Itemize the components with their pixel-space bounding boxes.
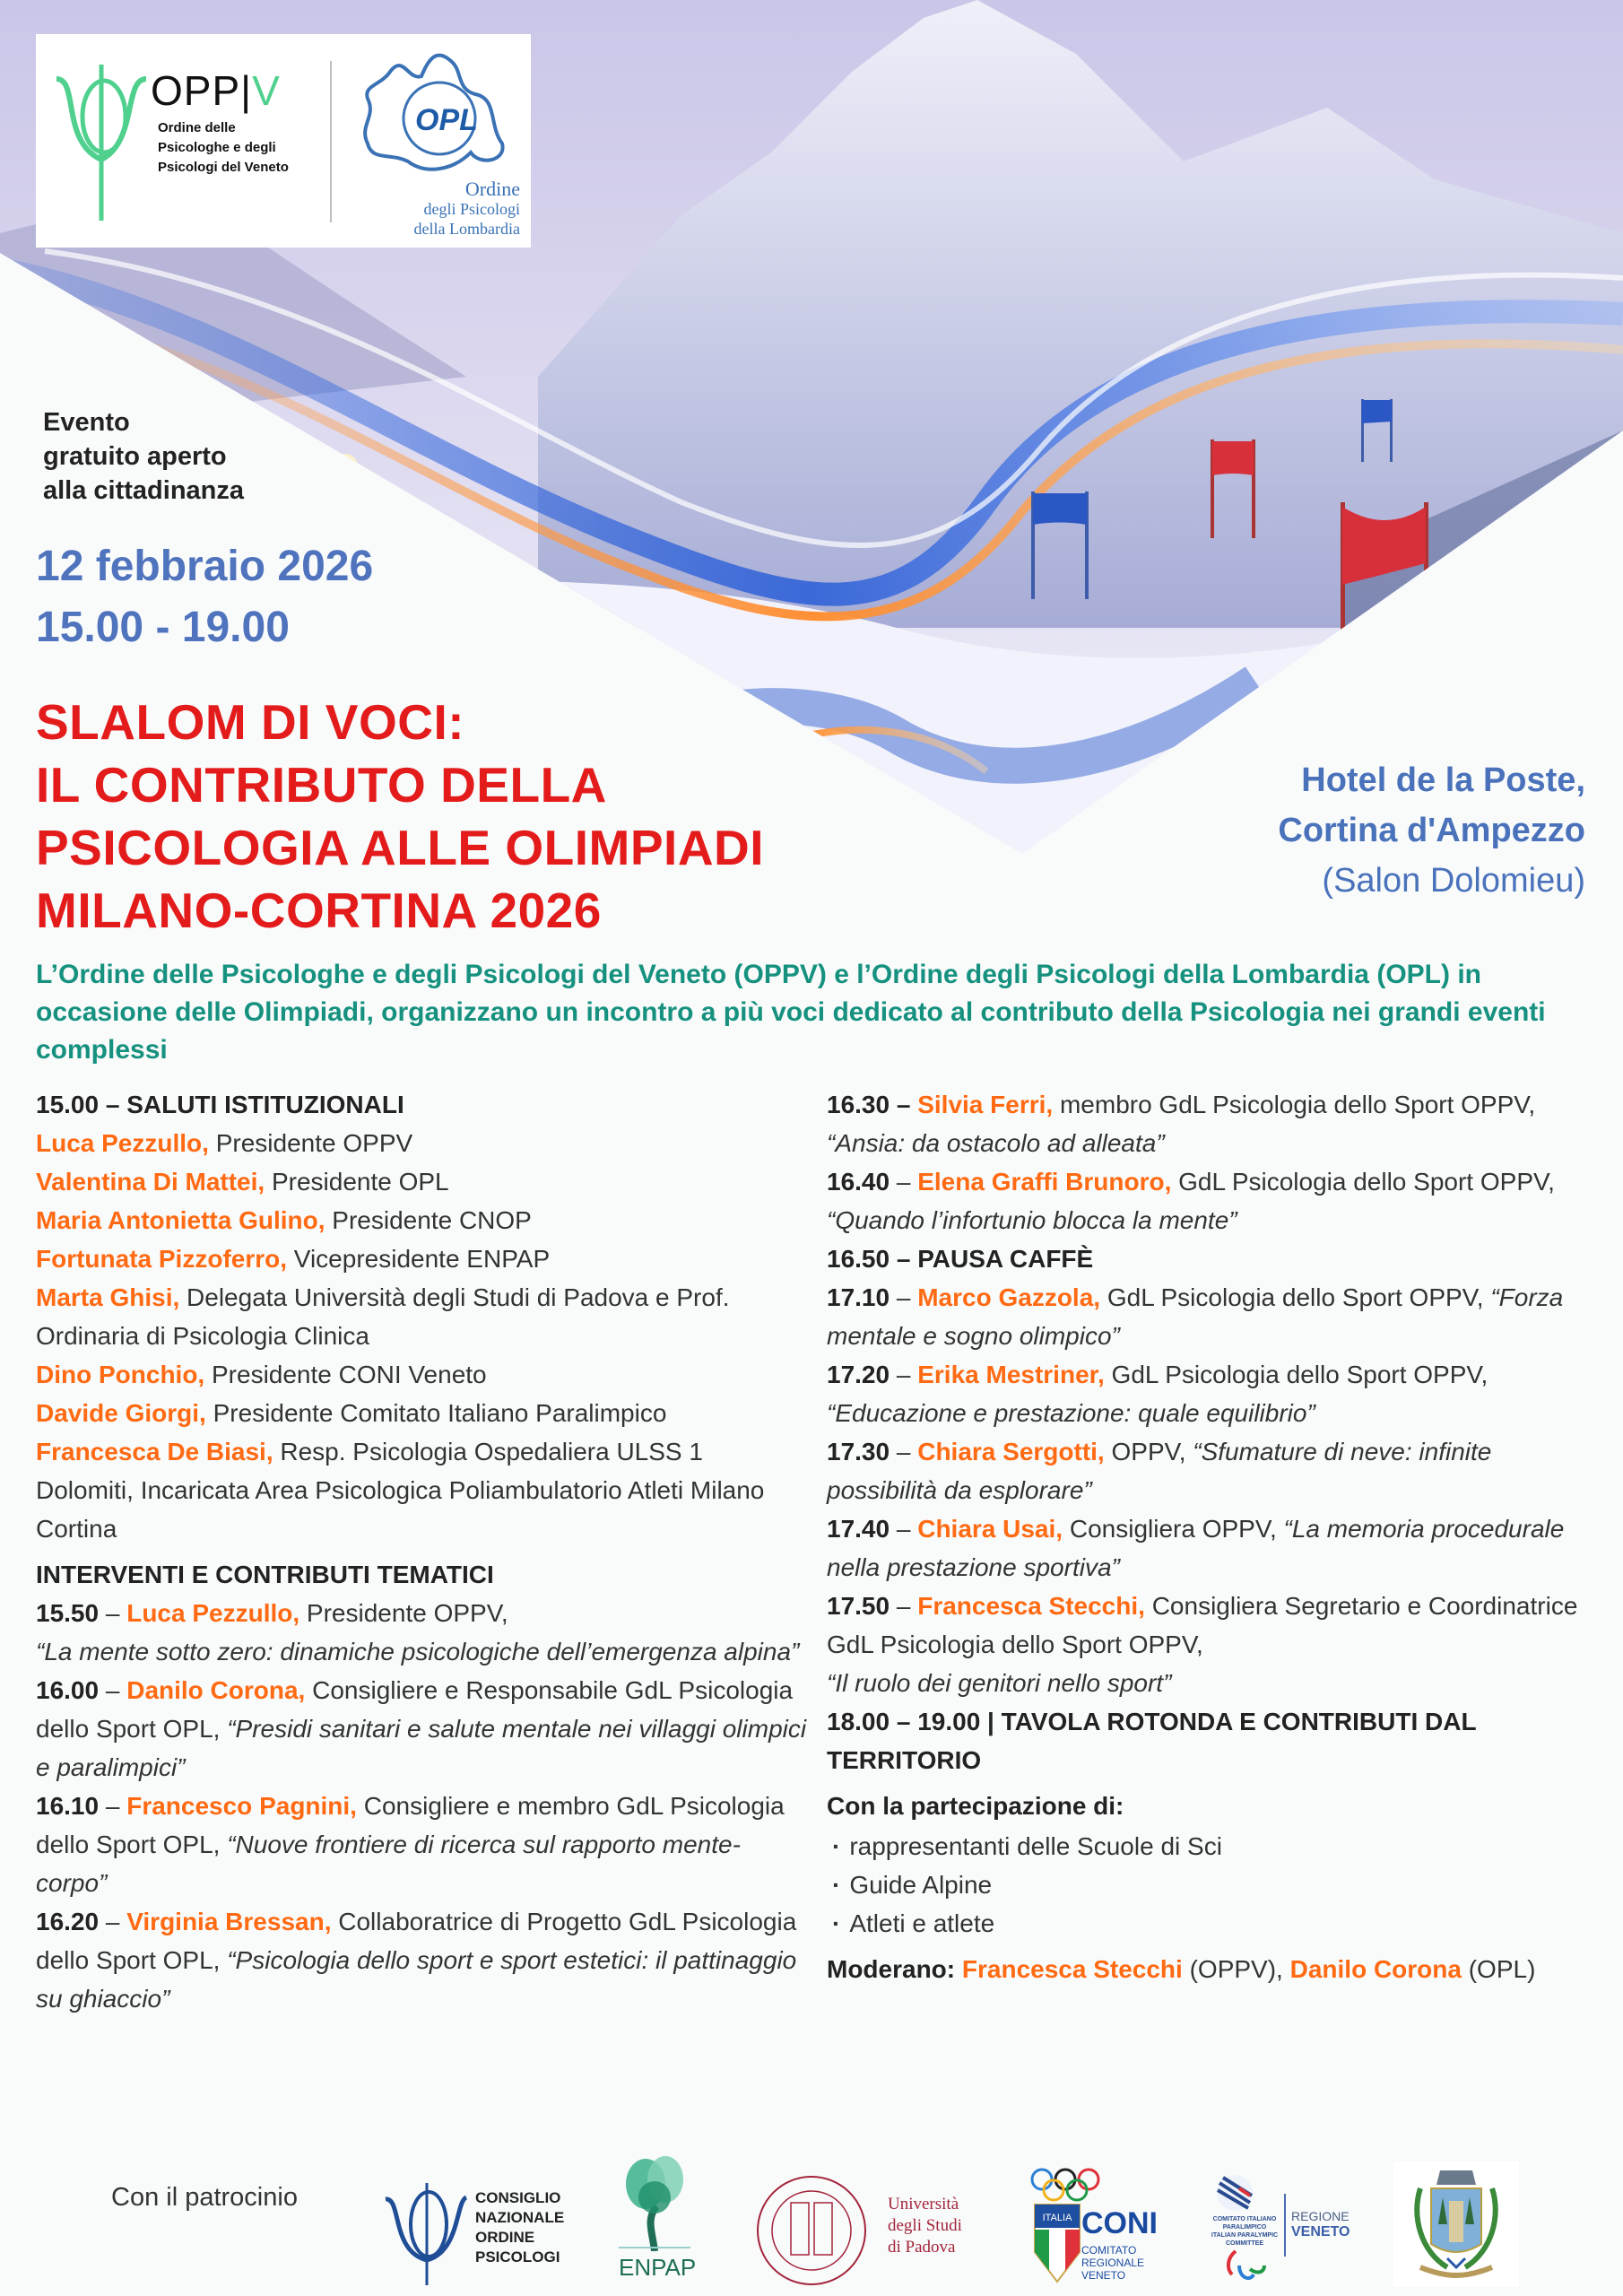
section-heading-saluti: 15.00 – SALUTI ISTITUZIONALI bbox=[36, 1091, 404, 1118]
talk-row: 17.50 – Francesca Stecchi, Consigliera Segretario e Coordinatrice GdL Psicologia dello Sport OPPV, “Il ruolo dei genitori nello sport” bbox=[827, 1592, 1578, 1697]
opl-logo-text: Ordine degli Psicologi della Lombardia bbox=[413, 178, 520, 238]
list-item: · Atleti e atlete bbox=[827, 1904, 1598, 1943]
oppv-psi-logo-icon bbox=[52, 61, 151, 222]
unipd-logo-text: Università degli Studi di Padova bbox=[888, 2195, 962, 2257]
cip-globe-icon bbox=[1212, 2172, 1257, 2213]
enpap-logo bbox=[619, 2152, 697, 2282]
cnop-logo-text: CONSIGLIO NAZIONALE ORDINE PSICOLOGI bbox=[475, 2189, 565, 2266]
regione-veneto-logo-text: REGIONE VENETO bbox=[1291, 2209, 1350, 2239]
opl-mark-text: OPL bbox=[415, 103, 478, 137]
coni-badge-text: ITALIA bbox=[1042, 2213, 1072, 2223]
regione-divider bbox=[1284, 2194, 1286, 2257]
section-heading-interventi: INTERVENTI E CONTRIBUTI TEMATICI bbox=[36, 1561, 494, 1588]
program-left-column bbox=[36, 1085, 807, 2018]
speaker-row: Luca Pezzullo, Presidente OPPV bbox=[36, 1129, 413, 1157]
round-table: 18.00 – 19.00 | TAVOLA ROTONDA E CONTRIBUTI DAL TERRITORIO bbox=[827, 1708, 1477, 1774]
list-item: · Guide Alpine bbox=[827, 1866, 1598, 1904]
oppv-logo-subtitle: Ordine delle Psicologhe e degli Psicologi del Veneto bbox=[158, 120, 289, 175]
talk-row: 16.40 – Elena Graffi Brunoro, GdL Psicologia dello Sport OPPV, “Quando l’infortunio blocca la mente” bbox=[827, 1168, 1555, 1234]
cnop-psi-logo-icon bbox=[384, 2179, 469, 2287]
speaker-row: Davide Giorgi, Presidente Comitato Italiano Paralimpico bbox=[36, 1399, 667, 1427]
moderators: Moderano: Francesca Stecchi (OPPV), Danilo Corona (OPL) bbox=[827, 1955, 1536, 1983]
participation-list bbox=[827, 1827, 1598, 1943]
patronage-footer bbox=[0, 2126, 1623, 2287]
speaker-row: Maria Antonietta Gulino, Presidente CNOP bbox=[36, 1206, 532, 1234]
event-title: SLALOM DI VOCI: IL CONTRIBUTO DELLA PSICOLOGIA ALLE OLIMPIADI MILANO-CORTINA 2026 bbox=[36, 694, 765, 938]
enpap-text: ENPAP bbox=[619, 2254, 697, 2281]
talk-row: 16.30 – Silvia Ferri, membro GdL Psicologia dello Sport OPPV, “Ansia: da ostacolo ad alleata” bbox=[827, 1091, 1536, 1157]
speaker-row: Marta Ghisi, Delegata Università degli Studi di Padova e Prof. Ordinaria di Psicologia Clinica bbox=[36, 1283, 730, 1350]
event-date bbox=[36, 536, 373, 658]
event-day: 12 febbraio 2026 bbox=[36, 543, 374, 590]
olympic-rings-icon bbox=[1029, 2167, 1101, 2203]
talk-row: 16.00 – Danilo Corona, Consigliere e Responsabile GdL Psicologia dello Sport OPL, “Presidi sanitari e salute mentale nei villaggi olimpici e paralimpici” bbox=[36, 1676, 807, 1781]
event-time: 15.00 - 19.00 bbox=[36, 604, 290, 651]
logo-divider bbox=[330, 61, 332, 222]
speaker-row: Valentina Di Mattei, Presidente OPL bbox=[36, 1168, 449, 1196]
talk-row: 16.20 – Virginia Bressan, Collaboratrice di Progetto GdL Psicologia dello Sport OPL, “Psicologia dello sport e sport estetici: il pattinaggio su ghiaccio” bbox=[36, 1908, 797, 2013]
speaker-row: Dino Ponchio, Presidente CONI Veneto bbox=[36, 1361, 487, 1388]
talk-row: 17.10 – Marco Gazzola, GdL Psicologia dello Sport OPPV, “Forza mentale e sogno olimpico” bbox=[827, 1283, 1564, 1350]
patronage-label: Con il patrocinio bbox=[111, 2183, 298, 2212]
cortina-coat-of-arms-icon bbox=[1393, 2161, 1519, 2287]
list-item: · rappresentanti delle Scuole di Sci bbox=[827, 1827, 1598, 1866]
free-event-note: Evento gratuito aperto alla cittadinanza bbox=[43, 408, 245, 505]
talk-row: 17.30 – Chiara Sergotti, OPPV, “Sfumature di neve: infinite possibilità da esplorare” bbox=[827, 1438, 1492, 1504]
talk-row: 17.40 – Chiara Usai, Consigliera OPPV, “La memoria procedurale nella prestazione sportiva” bbox=[827, 1515, 1565, 1581]
speaker-row: Francesca De Biasi, Resp. Psicologia Ospedaliera ULSS 1 Dolomiti, Incaricata Area Psicologica Poliambulatorio Atleti Milano Cortina bbox=[36, 1438, 765, 1543]
talk-row: 16.10 – Francesco Pagnini, Consigliere e membro GdL Psicologia dello Sport OPL, “Nuove frontiere di ricerca sul rapporto mente-corpo” bbox=[36, 1792, 785, 1897]
unipd-seal-icon bbox=[753, 2172, 870, 2289]
coni-italia-shield-icon bbox=[1033, 2203, 1081, 2283]
speaker-row: Fortunata Pizzoferro, Vicepresidente ENPAP bbox=[36, 1245, 551, 1273]
cip-logo-text: COMITATO ITALIANO PARALIMPICO ITALIAN PARALYMPIC COMMITTEE bbox=[1211, 2216, 1279, 2247]
organizers-logo-box bbox=[36, 34, 531, 248]
coffee-break: 16.50 – PAUSA CAFFÈ bbox=[827, 1245, 1094, 1273]
program-right-column bbox=[827, 1085, 1598, 1988]
talk-row: 15.50 – Luca Pezzullo, Presidente OPPV, “La mente sotto zero: dinamiche psicologiche dell’emergenza alpina” bbox=[36, 1599, 800, 1665]
coni-name: CONI bbox=[1081, 2206, 1158, 2240]
intro-paragraph: L’Ordine delle Psicologhe e degli Psicologi del Veneto (OPPV) e l’Ordine degli Psicologi della Lombardia (OPL) in occasione delle Olimpiadi, organizzano un incontro a più voci dedicato al contributo della Psicologia nei grandi eventi complessi bbox=[36, 960, 1546, 1065]
enpap-tree-icon bbox=[619, 2152, 690, 2251]
talk-row: 17.20 – Erika Mestriner, GdL Psicologia dello Sport OPPV, “Educazione e prestazione: quale equilibrio” bbox=[827, 1361, 1488, 1427]
oppv-logo-name: OPP|V bbox=[151, 67, 281, 114]
opl-lombardia-map-logo-icon bbox=[354, 45, 516, 179]
event-venue: Hotel de la Poste, Cortina d'Ampezzo (Salon Dolomieu) bbox=[1278, 761, 1585, 900]
coni-subtitle: COMITATO REGIONALE VENETO bbox=[1081, 2244, 1145, 2282]
paralympic-agitos-icon bbox=[1223, 2248, 1268, 2283]
participation-heading: Con la partecipazione di: bbox=[827, 1792, 1124, 1820]
